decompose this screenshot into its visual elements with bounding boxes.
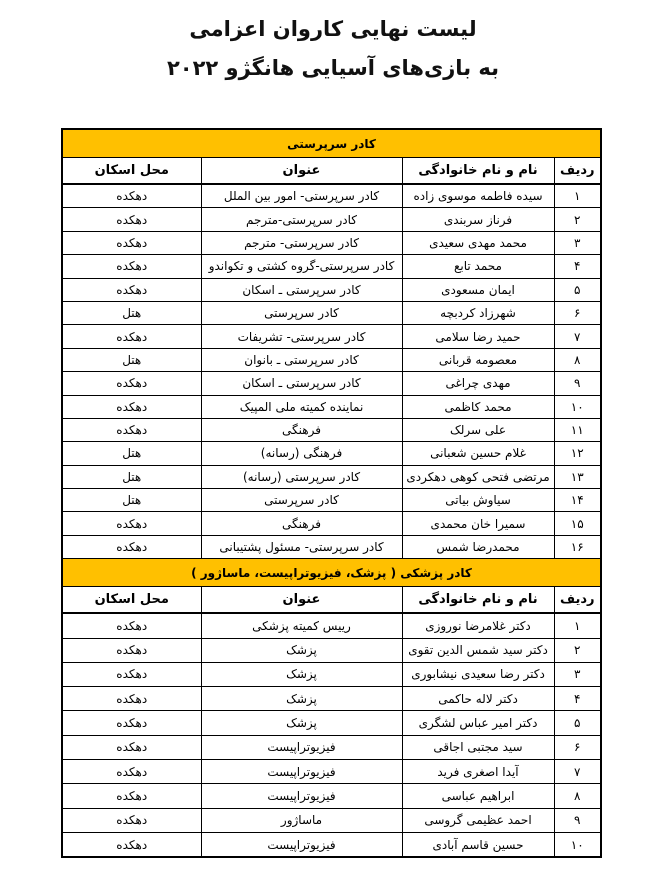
table-row — [62, 348, 601, 371]
location-cell: دهکده — [62, 231, 201, 254]
name-cell: حسین قاسم آبادی — [402, 832, 554, 857]
title-cell: ماساژور — [201, 808, 402, 832]
row-number-cell: ۴ — [554, 687, 601, 711]
document-title — [0, 0, 666, 88]
location-cell: هتل — [62, 348, 201, 371]
location-cell: دهکده — [62, 512, 201, 535]
title-cell: کادر سرپرستی- امور بین الملل — [201, 184, 402, 208]
row-number-cell: ۵ — [554, 278, 601, 301]
row-number-cell: ۱۰ — [554, 832, 601, 857]
column-header-row — [62, 158, 601, 185]
location-cell: دهکده — [62, 184, 201, 208]
location-cell: دهکده — [62, 613, 201, 638]
name-cell: دکتر امیر عباس لشگری — [402, 711, 554, 735]
name-cell: محمدرضا شمس — [402, 535, 554, 558]
row-number-cell: ۳ — [554, 662, 601, 686]
table-row — [62, 278, 601, 301]
table-row — [62, 442, 601, 465]
table-row — [62, 784, 601, 808]
title-cell: فرهنگی — [201, 512, 402, 535]
location-cell: دهکده — [62, 395, 201, 418]
table-row — [62, 687, 601, 711]
name-cell: مرتضی فتحی کوهی دهکردی — [402, 465, 554, 488]
row-number-cell: ۱ — [554, 613, 601, 638]
table-row — [62, 301, 601, 324]
table-row — [62, 735, 601, 759]
title-cell: کادر سرپرستی-گروه کشتی و تکواندو — [201, 255, 402, 278]
name-column-header: نام و نام خانوادگی — [402, 587, 554, 614]
row-number-cell: ۲ — [554, 638, 601, 662]
table-row — [62, 372, 601, 395]
location-cell: دهکده — [62, 535, 201, 558]
row-number-cell: ۹ — [554, 372, 601, 395]
name-cell: محمد تابع — [402, 255, 554, 278]
table-row — [62, 535, 601, 558]
name-cell: محمد کاظمی — [402, 395, 554, 418]
table-row — [62, 208, 601, 231]
row-number-cell: ۶ — [554, 735, 601, 759]
row-number-cell: ۷ — [554, 325, 601, 348]
location-column-header: محل اسکان — [62, 587, 201, 614]
section-row-1 — [62, 559, 601, 587]
title-cell: کادر سرپرستی ـ اسکان — [201, 372, 402, 395]
name-cell: آیدا اصغری فرید — [402, 760, 554, 784]
row-number-cell: ۸ — [554, 784, 601, 808]
title-cell: کادر سرپرستی- مترجم — [201, 231, 402, 254]
location-cell: دهکده — [62, 808, 201, 832]
row-number-cell: ۷ — [554, 760, 601, 784]
title-cell: فیزیوتراپیست — [201, 832, 402, 857]
location-cell: دهکده — [62, 208, 201, 231]
column-header-row — [62, 587, 601, 614]
row-number-cell: ۱۶ — [554, 535, 601, 558]
table-row — [62, 832, 601, 857]
table-row — [62, 418, 601, 441]
name-cell: سیاوش بیاتی — [402, 489, 554, 512]
title-cell: پزشک — [201, 711, 402, 735]
row-number-cell: ۳ — [554, 231, 601, 254]
name-cell: شهرزاد کردبچه — [402, 301, 554, 324]
location-cell: دهکده — [62, 255, 201, 278]
location-cell: دهکده — [62, 832, 201, 857]
row-number-cell: ۲ — [554, 208, 601, 231]
name-cell: سیده فاطمه موسوی زاده — [402, 184, 554, 208]
section-row-0 — [62, 129, 601, 158]
name-cell: معصومه قربانی — [402, 348, 554, 371]
location-cell: دهکده — [62, 325, 201, 348]
name-cell: سید مجتبی اجاقی — [402, 735, 554, 759]
location-cell: دهکده — [62, 278, 201, 301]
row-number-cell: ۱۱ — [554, 418, 601, 441]
table-row — [62, 711, 601, 735]
row-number-cell: ۶ — [554, 301, 601, 324]
title-cell: فرهنگی (رسانه) — [201, 442, 402, 465]
location-cell: دهکده — [62, 418, 201, 441]
location-cell: دهکده — [62, 372, 201, 395]
table-row — [62, 512, 601, 535]
title-cell: فیزیوتراپیست — [201, 735, 402, 759]
location-cell: دهکده — [62, 662, 201, 686]
table-row — [62, 808, 601, 832]
title-column-header: عنوان — [201, 587, 402, 614]
name-cell: فرناز سربندی — [402, 208, 554, 231]
title-cell: کادر سرپرستی ـ بانوان — [201, 348, 402, 371]
row-number-cell: ۹ — [554, 808, 601, 832]
name-column-header: نام و نام خانوادگی — [402, 158, 554, 185]
name-cell: دکتر سید شمس الدین تقوی — [402, 638, 554, 662]
title-line-2: به بازی‌های آسیایی هانگژو ۲۰۲۲ — [166, 56, 500, 80]
title-cell: کادر سرپرستی- مسئول پشتیبانی — [201, 535, 402, 558]
title-cell: پزشک — [201, 662, 402, 686]
title-cell: کادر سرپرستی- تشریفات — [201, 325, 402, 348]
table-row — [62, 231, 601, 254]
title-line-1: لیست نهایی کاروان اعزامی — [189, 17, 477, 41]
location-cell: هتل — [62, 301, 201, 324]
name-cell: علی سرلک — [402, 418, 554, 441]
table-row — [62, 662, 601, 686]
location-cell: دهکده — [62, 711, 201, 735]
title-cell: کادر سرپرستی — [201, 301, 402, 324]
name-cell: دکتر غلامرضا نوروزی — [402, 613, 554, 638]
name-cell: ایمان مسعودی — [402, 278, 554, 301]
row-number-cell: ۱۴ — [554, 489, 601, 512]
roster-tables — [63, 128, 602, 858]
row-number-cell: ۵ — [554, 711, 601, 735]
name-cell: غلام حسین شعبانی — [402, 442, 554, 465]
table-row — [62, 465, 601, 488]
table-row — [62, 325, 601, 348]
name-cell: دکتر رضا سعیدی نیشابوری — [402, 662, 554, 686]
roster-table — [61, 128, 602, 858]
row-number-cell: ۱۳ — [554, 465, 601, 488]
name-cell: احمد عظیمی گروسی — [402, 808, 554, 832]
name-cell: سمیرا خان محمدی — [402, 512, 554, 535]
location-cell: هتل — [62, 489, 201, 512]
row-column-header: ردیف — [554, 587, 601, 614]
name-cell: محمد مهدی سعیدی — [402, 231, 554, 254]
location-cell: دهکده — [62, 784, 201, 808]
row-number-cell: ۸ — [554, 348, 601, 371]
location-cell: دهکده — [62, 760, 201, 784]
table-row — [62, 255, 601, 278]
title-cell: پزشک — [201, 638, 402, 662]
row-number-cell: ۱۲ — [554, 442, 601, 465]
location-cell: دهکده — [62, 735, 201, 759]
table-row — [62, 613, 601, 638]
title-cell: کادر سرپرستی ـ اسکان — [201, 278, 402, 301]
name-cell: حمید رضا سلامی — [402, 325, 554, 348]
name-cell: ابراهیم عباسی — [402, 784, 554, 808]
location-cell: دهکده — [62, 687, 201, 711]
location-column-header: محل اسکان — [62, 158, 201, 185]
title-cell: رییس کمیته پزشکی — [201, 613, 402, 638]
location-cell: دهکده — [62, 638, 201, 662]
table-row — [62, 489, 601, 512]
table-row — [62, 760, 601, 784]
section-header: کادر پزشکی ( پزشک، فیزیوتراپیست، ماساژور ) — [62, 559, 601, 587]
title-cell: نماینده کمیته ملی المپیک — [201, 395, 402, 418]
title-cell: پزشک — [201, 687, 402, 711]
name-cell: مهدی چراغی — [402, 372, 554, 395]
location-cell: هتل — [62, 465, 201, 488]
name-cell: دکتر لاله حاکمی — [402, 687, 554, 711]
table-row — [62, 638, 601, 662]
title-cell: فیزیوتراپیست — [201, 760, 402, 784]
section-header: کادر سرپرستی — [62, 129, 601, 158]
table-row — [62, 395, 601, 418]
title-cell: کادر سرپرستی-مترجم — [201, 208, 402, 231]
row-number-cell: ۱۵ — [554, 512, 601, 535]
title-cell: کادر سرپرستی — [201, 489, 402, 512]
row-number-cell: ۱ — [554, 184, 601, 208]
row-number-cell: ۱۰ — [554, 395, 601, 418]
title-cell: کادر سرپرستی (رسانه) — [201, 465, 402, 488]
row-number-cell: ۴ — [554, 255, 601, 278]
table-row — [62, 184, 601, 208]
location-cell: هتل — [62, 442, 201, 465]
title-column-header: عنوان — [201, 158, 402, 185]
row-column-header: ردیف — [554, 158, 601, 185]
title-cell: فیزیوتراپیست — [201, 784, 402, 808]
title-cell: فرهنگی — [201, 418, 402, 441]
